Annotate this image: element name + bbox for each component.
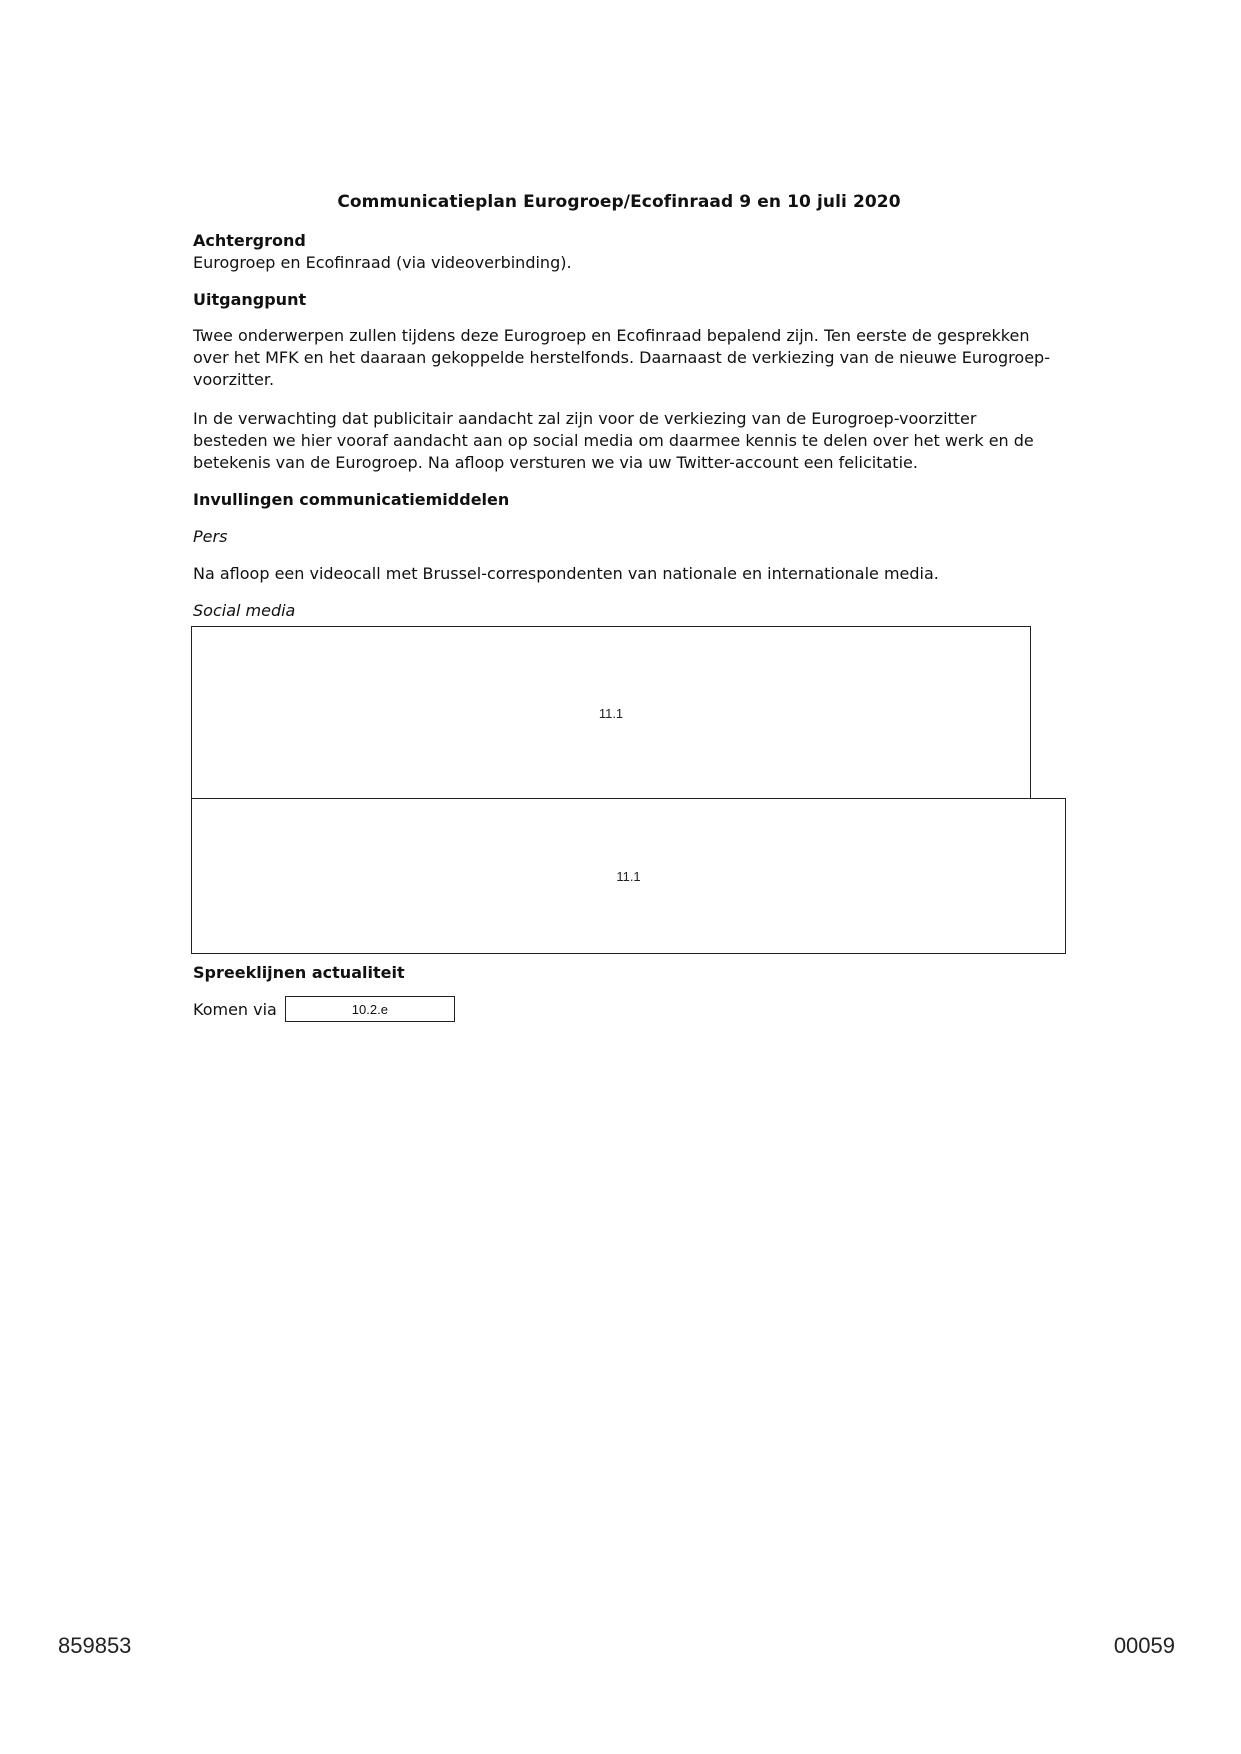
section-uitgangpunt bbox=[193, 289, 1053, 311]
heading-spreeklijnen: Spreeklijnen actualiteit bbox=[193, 963, 405, 982]
uitgangpunt-paragraph-2: In de verwachting dat publicitair aandacht zal zijn voor de verkiezing van de Eurogroep-voorzitter besteden we hier vooraf aandacht aan op social media om daarmee kennis te delen over het werk en de betekenis van de Eurogroep. Na afloop versturen we via uw Twitter-account een felicitatie. bbox=[193, 409, 1034, 472]
section-invullingen bbox=[193, 489, 1053, 511]
pers-label: Pers bbox=[193, 527, 228, 546]
redaction-box-2 bbox=[191, 798, 1066, 954]
redaction-code-1: 11.1 bbox=[598, 705, 624, 721]
social-media-label: Social media bbox=[193, 601, 296, 620]
section-achtergrond bbox=[193, 230, 1053, 274]
heading-achtergrond: Achtergrond bbox=[193, 231, 306, 250]
komen-via-label: Komen via bbox=[193, 999, 277, 1019]
heading-uitgangpunt: Uitgangpunt bbox=[193, 290, 307, 309]
footer-page-number: 00059 bbox=[1113, 1633, 1175, 1658]
footer-document-number: 859853 bbox=[58, 1633, 132, 1658]
heading-invullingen: Invullingen communicatiemiddelen bbox=[193, 490, 510, 509]
redaction-inline bbox=[285, 996, 455, 1022]
achtergrond-text: Eurogroep en Ecofinraad (via videoverbinding). bbox=[193, 253, 572, 272]
section-spreeklijnen bbox=[193, 962, 1053, 984]
pers-text: Na afloop een videocall met Brussel-correspondenten van nationale en internationale media. bbox=[193, 564, 939, 583]
uitgangpunt-paragraph-1: Twee onderwerpen zullen tijdens deze Eurogroep en Ecofinraad bepalend zijn. Ten eerste de gesprekken over het MFK en het daaraan gekoppelde herstelfonds. Daarnaast de verkiezing van de nieuwe Eurogroep-voorzitter. bbox=[193, 326, 1050, 389]
redaction-code-inline: 10.2.e bbox=[351, 1001, 388, 1017]
document-title: Communicatieplan Eurogroep/Ecofinraad 9 en 10 juli 2020 bbox=[337, 192, 901, 212]
redaction-box-1 bbox=[191, 626, 1031, 800]
redaction-code-2: 11.1 bbox=[616, 868, 641, 884]
komen-via-row bbox=[193, 996, 455, 1022]
